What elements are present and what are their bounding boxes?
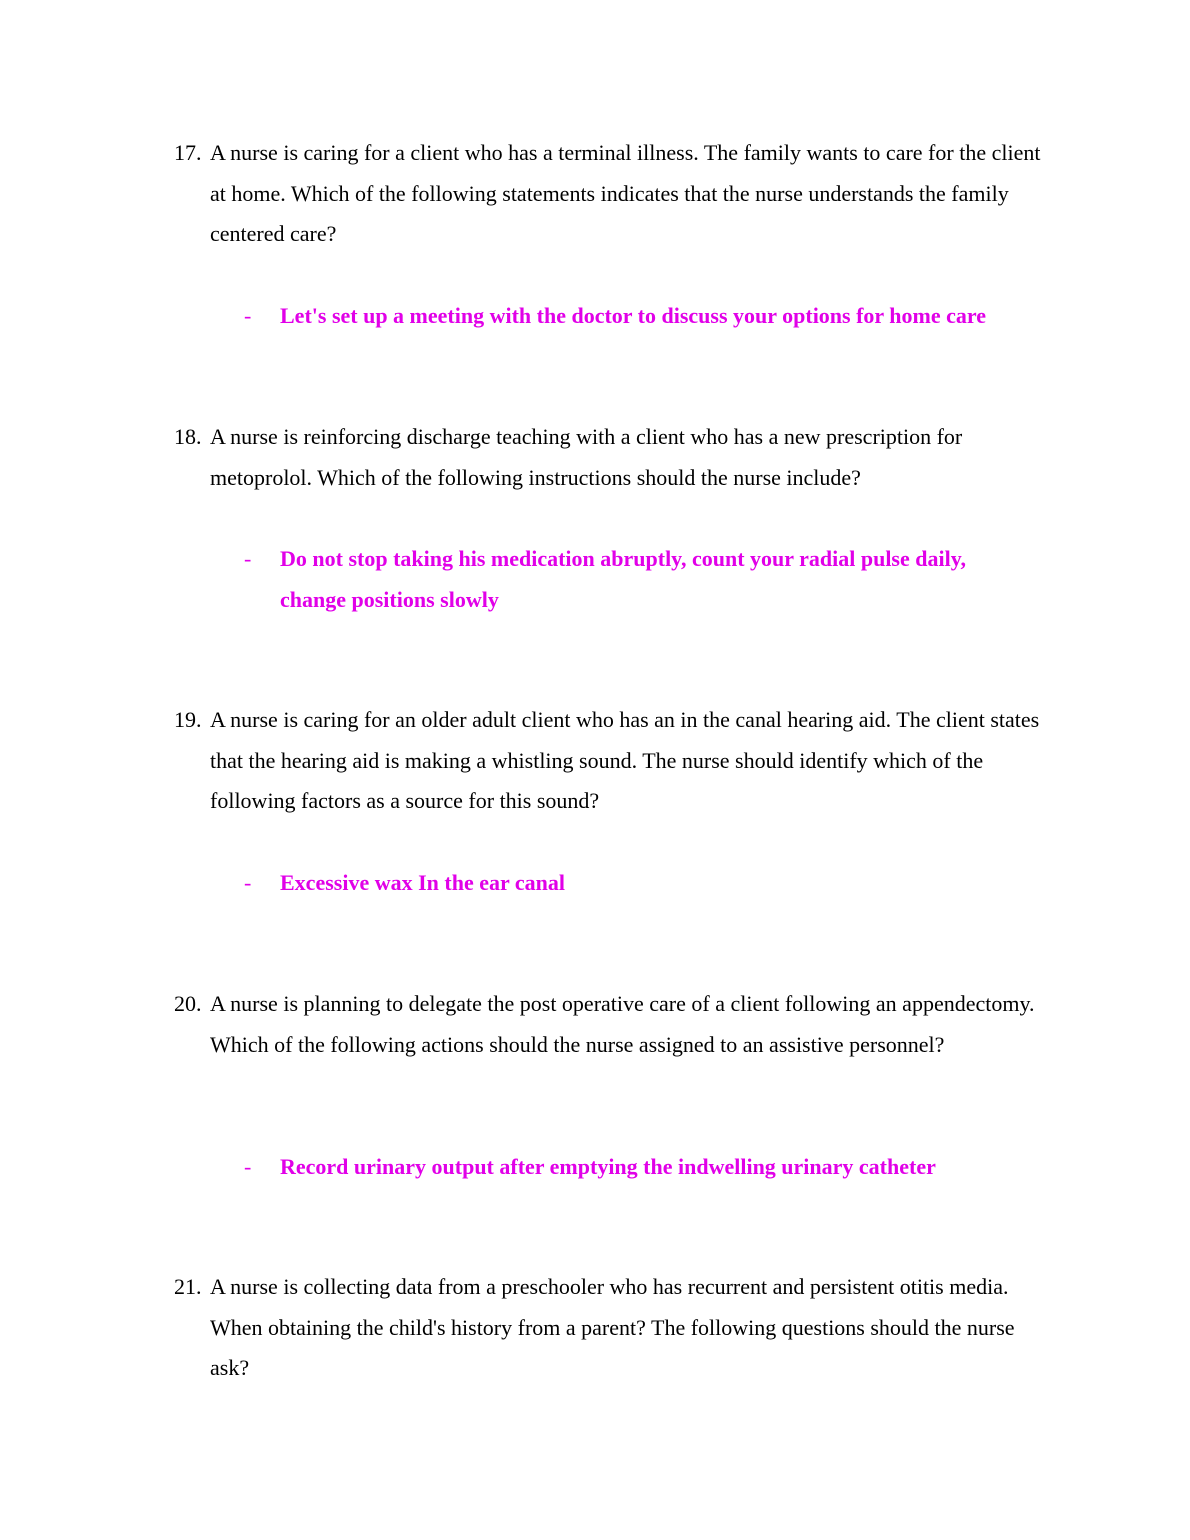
question-text: A nurse is planning to delegate the post operative care of a client following an appendectomy. Which of the following actions should the nurse assigned to an assistive personnel? xyxy=(210,991,1035,1057)
answer-bullet: - xyxy=(244,870,252,895)
question-number: 21. xyxy=(174,1274,202,1299)
question-21 xyxy=(174,1267,1054,1389)
question-20 xyxy=(174,984,1054,1065)
answer-text: Let's set up a meeting with the doctor to discuss your options for home care xyxy=(280,303,987,328)
question-number: 20. xyxy=(174,991,202,1016)
question-17 xyxy=(174,133,1054,255)
question-number: 19. xyxy=(174,707,202,732)
answer-text: Record urinary output after emptying the indwelling urinary catheter xyxy=(280,1154,936,1179)
answer-bullet: - xyxy=(244,303,252,328)
question-number: 18. xyxy=(174,424,202,449)
answer-bullet: - xyxy=(244,546,252,571)
question-text: A nurse is caring for an older adult client who has an in the canal hearing aid. The client states that the hearing aid is making a whistling sound. The nurse should identify which of the following factors as a source for this sound? xyxy=(210,707,1040,813)
answer-text: Do not stop taking his medication abruptly, count your radial pulse daily, change positions slowly xyxy=(280,546,967,612)
answer-17 xyxy=(244,296,1044,337)
question-text: A nurse is collecting data from a preschooler who has recurrent and persistent otitis media. When obtaining the child's history from a parent? The following questions should the nurse ask? xyxy=(210,1274,1015,1380)
question-text: A nurse is caring for a client who has a terminal illness. The family wants to care for the client at home. Which of the following statements indicates that the nurse understands the family centered care? xyxy=(210,140,1041,246)
answer-19 xyxy=(244,863,1044,904)
answer-bullet: - xyxy=(244,1154,252,1179)
question-number: 17. xyxy=(174,140,202,165)
answer-text: Excessive wax In the ear canal xyxy=(280,870,565,895)
answer-20 xyxy=(244,1147,1044,1188)
question-19 xyxy=(174,700,1054,822)
answer-18 xyxy=(244,539,1044,620)
question-text: A nurse is reinforcing discharge teaching with a client who has a new prescription for metoprolol. Which of the following instructions should the nurse include? xyxy=(210,424,963,490)
question-18 xyxy=(174,417,1054,498)
